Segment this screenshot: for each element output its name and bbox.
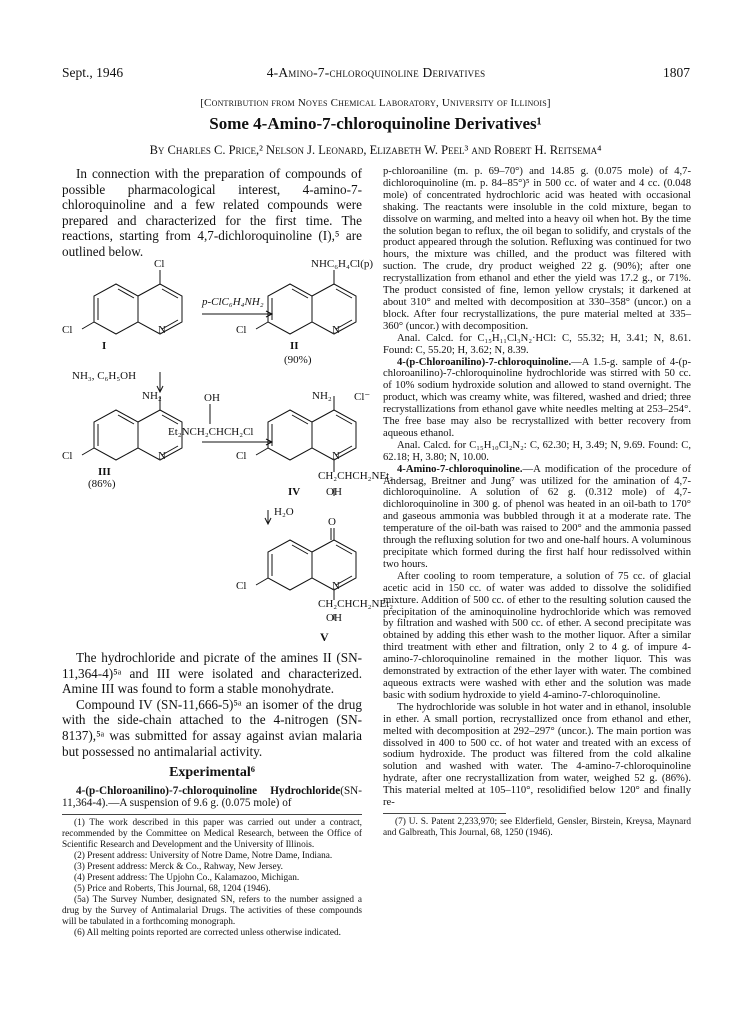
reagent-oh: OH — [204, 392, 220, 404]
hydroxyl-IV: OH — [326, 486, 342, 498]
substituent-nh2: NH₂ — [142, 390, 162, 402]
footnote-rule — [62, 814, 362, 815]
paper-title: Some 4-Amino-7-chloroquinoline Derivatives¹ — [209, 114, 542, 133]
compound-label-I: I — [102, 340, 107, 352]
footnote-3: (3) Present address: Merck & Co., Rahway, New Jersey. — [74, 861, 283, 872]
left-column-intro — [62, 166, 362, 260]
compound-iv-paragraph: Compound IV (SN-11,666-5)⁵ᵃ an isomer of the drug with the side-chain attached to the 4-nitrogen (SN-8137),⁵ᵃ was submitted for assay against avian malaria but possessed no antimalarial activity. — [62, 696, 362, 759]
analysis-2: Anal. Calcd. for C₁₅H₁₀Cl₂N₂: C, 62.30; H, 3.49; N, 9.69. Found: C, 62.18; H, 3.80; N, 10.00. — [383, 439, 691, 463]
compound-label-III: III — [98, 466, 111, 478]
compound-label-V: V — [320, 630, 329, 644]
ring-n-I: N — [158, 324, 166, 336]
ring-cl-II: Cl — [236, 324, 247, 336]
intro-paragraph: In connection with the preparation of compounds of possible pharmacological interest, 4-amino-7-chloroquinoline and a few related compounds were prepared and characterized for the first time. The reactions, starting from 4,7-dichloroquinoline (I),⁵ are outlined below. — [62, 166, 362, 259]
footnote-2: (2) Present address: University of Notre Dame, Notre Dame, Indiana. — [74, 850, 333, 861]
workup-paragraph: After cooling to room temperature, a solution of 75 cc. of glacial acetic acid in 150 cc. of water was added to dissolve the solidified mixture. Addition of 500 cc. of ether to the resulting solution caused the precipitation of the aminoquinoline hydrochloride which was removed by filtration and washed with 500 cc. of ether. A second precipitate was obtained by adding this ether wash to the mother liquor. After a similar third treatment with ether and filtration, only 2 to 4 g. of impure 4-amino-7-chloroquinoline remained in the mother liquor. This was demonstrated by extraction of the ether layer with water. The combined aqueous extracts were washed with ether and the solution was made basic with sodium hydroxide to yield 4-amino-7-chloroquinoline. — [383, 570, 691, 701]
experimental-subheading: 4-(p-Chloroanilino)-7-chloroquinoline Hydrochloride — [76, 784, 341, 797]
substituent-nhc6h4cl: NHC₆H₄Cl(p) — [311, 258, 374, 270]
quinoline-I-structure — [82, 270, 182, 334]
analysis-1: Anal. Calcd. for C₁₅H₁₁Cl₃N₂·HCl: C, 55.32; H, 3.41; N, 8.61. Found: C, 55.20; H, 3.62; N, 8.39. — [383, 332, 691, 356]
substituent-nh2-plus: NH₂ — [312, 390, 332, 402]
hydroxyl-V: OH — [326, 612, 342, 624]
ring-cl-III: Cl — [62, 450, 73, 462]
reagent-p-chloroaniline: p-ClC₆H₄NH₂ — [202, 296, 264, 308]
running-header — [62, 65, 690, 85]
footnote-4: (4) Present address: The Upjohn Co., Kalamazoo, Michigan. — [74, 872, 300, 883]
footnote-5: (5) Price and Roberts, This Journal, 68, 1204 (1946). — [74, 883, 271, 894]
footnote-6: (6) All melting points reported are corrected unless otherwise indicated. — [74, 927, 341, 938]
ring-n-plus-IV: N — [332, 450, 340, 462]
ring-cl-IV: Cl — [236, 450, 247, 462]
reaction-scheme — [62, 258, 394, 624]
footnote-1: (1) The work described in this paper was carried out under a contract, recommended by the Committee on Medical Research, between the Office of Scientific Research and Development and the University of Illinois. — [62, 817, 362, 850]
free-base-procedure: —A 1.5-g. sample of 4-(p-chloroanilino)-7-chloroquinoline hydrochloride was stirred with 50 cc. of 10% sodium hydroxide solution and allowed to stand overnight. The product, which was creamy white, was filtered, washed and dried; three recrystallizations from ethanol gave white needles melting at 253–254°. The free base may also be recrystallized with better recovery from aqueous ethanol. — [383, 356, 691, 439]
right-column — [383, 166, 691, 839]
amine-paragraph: The hydrochloride and picrate of the amines II (SN-11,364-4)⁵ᵃ and III were isolated and characterized. Amine III was found to form a stable monohydrate. — [62, 650, 362, 697]
scheme-drawing — [62, 262, 362, 622]
footnotes-left — [62, 818, 362, 939]
ring-n-V: N — [332, 580, 340, 592]
header-running-title: 4-Amino-7-chloroquinoline Derivatives — [266, 65, 486, 80]
yield-II: (90%) — [284, 354, 312, 366]
compound-label-II: II — [290, 340, 299, 352]
substituent-cl-I: Cl — [154, 258, 165, 270]
ring-cl-I: Cl — [62, 324, 73, 336]
reagent-water: H₂O — [274, 506, 294, 518]
reagent-chlorohydrin: Et₂NCH₂CHCH₂Cl — [168, 426, 254, 438]
author-line: By Charles C. Price,² Nelson J. Leonard, Elizabeth W. Peel³ and Robert H. Reitsema⁴ — [149, 143, 602, 157]
experimental-text: (SN-11,364-4).—A suspension of 9.6 g. (0.075 mole) of — [62, 784, 362, 810]
hydrochloride-procedure: p-chloroaniline (m. p. 69–70°) and 14.85 g. (0.075 mole) of 4,7-dichloroquinoline (m. p. 84–85°)⁵ in 500 cc. of water and 4 cc. (0.048 mole) of concentrated hydrochloric acid was heated with occasional shaking. The reactants were insoluble in the cold mixture, began to dissolve on warming, and melted into a heavy oil when hot. By the time the solution began to reflux, the oil began to solidify, and crystals of the product appeared through the solution. Refluxing was continued for two hours, the mixture was chilled, and the product was filtered with suction. The crude, dry product weighed 22 g. (90%); after one recrystallization from ethanol and ether the yield was 17.2 g., or 71%. The product consisted of fine, lemon yellow crystals; it darkened at about 310° and melted with decomposition at 330–358° (uncor.) on a block. After four recrystallizations, the pure material melted at 335–360° (uncor.) with decomposition. — [383, 166, 691, 332]
free-base-heading: 4-(p-Chloroanilino)-7-chloroquinoline. — [397, 356, 572, 368]
quinoline-III-structure — [82, 396, 182, 460]
yield-III: (86%) — [88, 478, 116, 490]
reagent-ammonia-phenol: NH₃, C₆H₅OH — [72, 370, 137, 382]
left-column-body — [62, 650, 362, 939]
side-chain-V: CH₂CHCH₂NEt₂ — [318, 598, 394, 610]
contribution-line: [Contribution from Noyes Chemical Laboratory, University of Illinois] — [200, 97, 551, 109]
ring-n-II: N — [332, 324, 340, 336]
footnote-5a: (5a) The Survey Number, designated SN, refers to the number assigned a drug by the Survey of Antimalarial Drugs. The activities of these compounds will be tabulated in a forthcoming monograph. — [62, 894, 362, 927]
ring-n-III: N — [158, 450, 166, 462]
header-page-number: 1807 — [663, 65, 690, 80]
compound-label-IV: IV — [288, 486, 301, 498]
experimental-heading: Experimental⁶ — [169, 765, 255, 781]
ring-cl-V: Cl — [236, 580, 247, 592]
quinoline-II-structure — [256, 270, 356, 334]
substituent-oxo: O — [328, 516, 336, 528]
chloride-anion: Cl⁻ — [354, 391, 371, 403]
amino-procedure: —A modification of the procedure of Andersag, Breitner and Jung⁷ was utilized for the amination of 4,7-dichloroquinoline. A solution of 62 g. (0.312 mole) of 4,7-dichloroquinoline in 300 g. of phenol was heated in an oil-bath to 170° and gaseous ammonia was bubbled through it at a moderate rate. The temperature of the oil-bath was raised to 200° and the ammonia passed through the refluxing solution for two and one-half hours. A voluminous precipitate which formed during the first half hour redissolved within two hours. — [383, 463, 691, 570]
amino-heading: 4-Amino-7-chloroquinoline. — [397, 463, 523, 475]
footnote-7: (7) U. S. Patent 2,233,970; see Elderfield, Gensler, Birstein, Kreysa, Maynard and Galbreath, This Journal, 68, 1250 (1946). — [383, 816, 691, 838]
hydrochloride-properties: The hydrochloride was soluble in hot water and in ethanol, insoluble in ether. A small portion, recrystallized once from ethanol and ether, melted with decomposition at 292–297° (uncor.). The main portion was dissolved in 400 to 500 cc. of hot water and treated with an excess of sodium hydroxide. The product was filtered from the cold alkaline solution and washed with water. The 4-amino-7-chloroquinoline hydrate, after one recrystallization from water, weighed 52 g. (86%). This material melted at 105–110°, resolidified below 120° and finally re- — [383, 701, 691, 809]
side-chain-IV: CH₂CHCH₂NEt₂ — [318, 470, 394, 482]
header-date: Sept., 1946 — [62, 65, 124, 80]
footnote-rule-right — [383, 813, 506, 814]
